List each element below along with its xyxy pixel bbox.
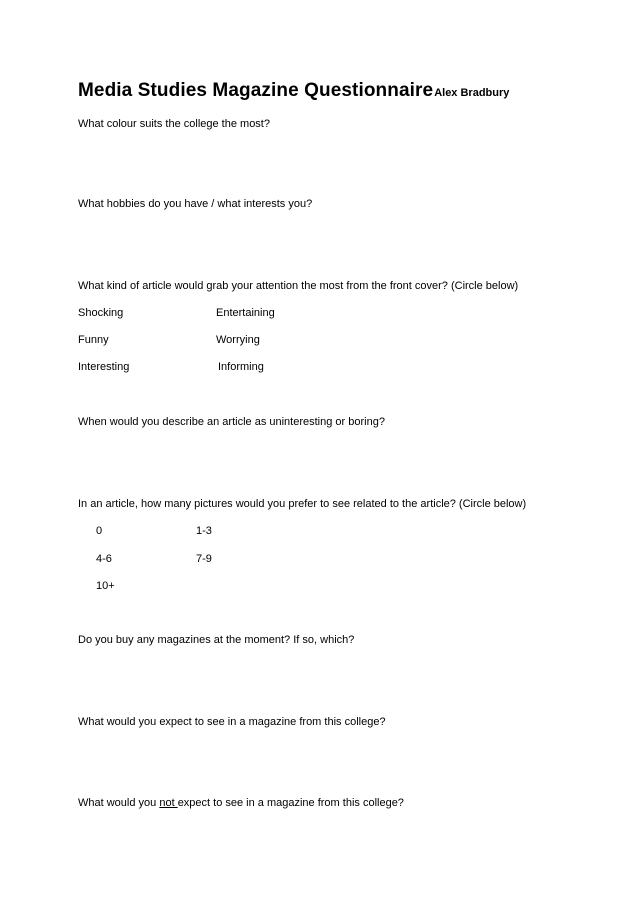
question-not-expect-underlined: not [159,797,178,809]
question-pictures: In an article, how many pictures would you prefer to see related to the article? (Circle below) [78,498,527,510]
option-10-plus: 10+ [96,580,115,592]
option-1-3: 1-3 [196,525,212,537]
question-not-expect-post: expect to see in a magazine from this college? [177,797,404,809]
option-0: 0 [96,525,103,537]
question-expect: What would you expect to see in a magazine from this college? [78,716,386,728]
question-uninteresting: When would you describe an article as uninteresting or boring? [78,416,385,428]
question-hobbies: What hobbies do you have / what interests you? [78,198,313,210]
question-colour: What colour suits the college the most? [78,118,270,130]
question-not-expect-pre: What would you [78,797,160,809]
question-not-expect [78,796,404,810]
option-funny: Funny [78,334,109,346]
question-article-type: What kind of article would grab your attention the most from the front cover? (Circle below) [78,280,519,292]
author-name: Alex Bradbury [434,87,510,99]
title-row [78,80,509,102]
option-shocking: Shocking [78,307,124,319]
document-title: Media Studies Magazine Questionnaire [78,80,434,101]
option-4-6: 4-6 [96,553,112,565]
option-7-9: 7-9 [196,553,212,565]
question-magazines: Do you buy any magazines at the moment? If so, which? [78,634,355,646]
option-interesting: Interesting [78,361,130,373]
option-entertaining: Entertaining [216,307,275,319]
option-worrying: Worrying [216,334,260,346]
option-informing: Informing [218,361,264,373]
